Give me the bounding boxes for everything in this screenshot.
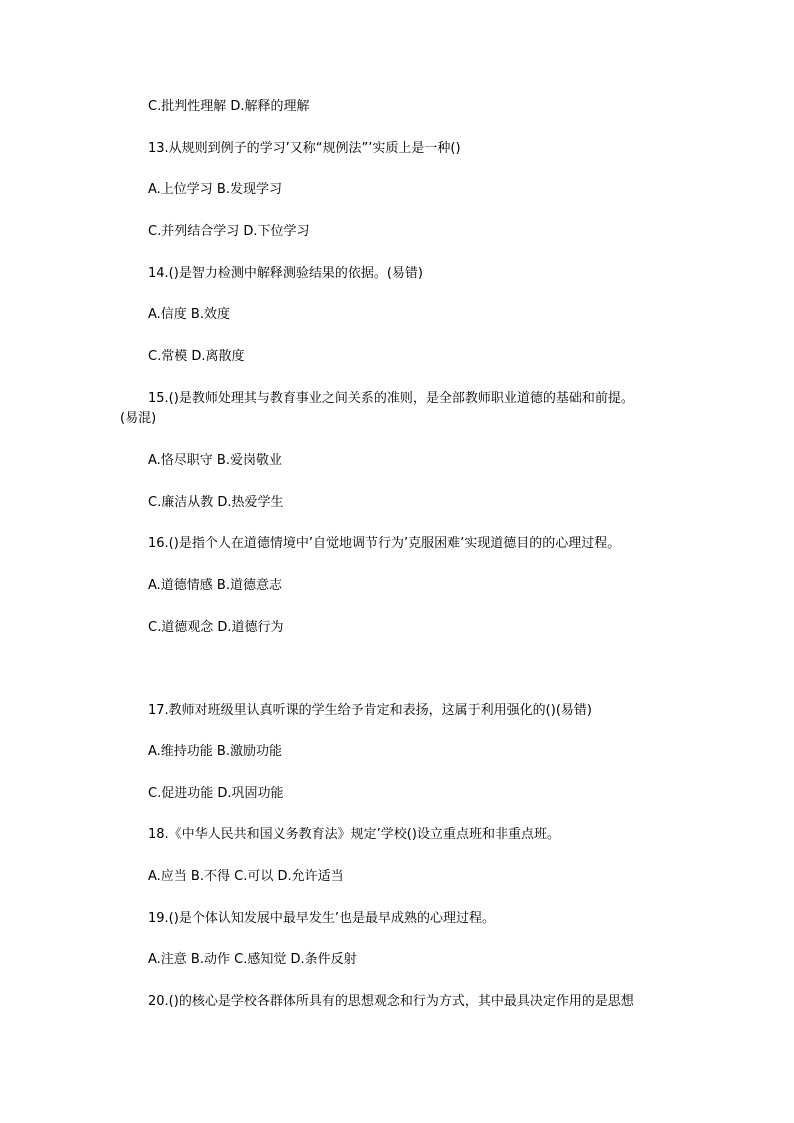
q17-options-cd: C.促进功能 D.巩固功能	[148, 786, 284, 801]
q18-question: 18.《中华人民共和国义务教育法》规定’学校()设立重点班和非重点班。	[148, 827, 560, 842]
q16-options-cd: C.道德观念 D.道德行为	[148, 620, 284, 635]
q19-question: 19.()是个体认知发展中最早发生’也是最早成熟的心理过程。	[148, 911, 495, 926]
q14-options-ab: A.信度 B.效度	[148, 307, 230, 322]
q13-options-cd: C.并列结合学习 D.下位学习	[148, 224, 310, 239]
q14-question: 14.()是智力检测中解释测验结果的依据。(易错)	[148, 266, 423, 281]
q12-options-cd: C.批判性理解 D.解释的理解	[148, 99, 310, 114]
q15-question-line1: 15.()是教师处理其与教育事业之间关系的准则，是全部教师职业道德的基础和前提。	[148, 391, 634, 406]
q17-question: 17.教师对班级里认真听课的学生给予肯定和表扬，这属于利用强化的()(易错)	[148, 703, 592, 718]
q16-question: 16.()是指个人在道德情境中’自觉地调节行为’克服困难’实现道德目的的心理过程。	[148, 536, 621, 551]
q17-options-ab: A.维持功能 B.激励功能	[148, 744, 282, 759]
q19-options: A.注意 B.动作 C.感知觉 D.条件反射	[148, 952, 357, 967]
q14-options-cd: C.常模 D.离散度	[148, 349, 245, 364]
q15-options-cd: C.廉洁从教 D.热爱学生	[148, 495, 284, 510]
q20-question: 20.()的核心是学校各群体所具有的思想观念和行为方式，其中最具决定作用的是思想	[148, 994, 634, 1009]
q13-options-ab: A.上位学习 B.发现学习	[148, 182, 282, 197]
q18-options: A.应当 B.不得 C.可以 D.允许适当	[148, 869, 344, 884]
q13-question: 13.从规则到例子的学习’又称“规例法”’实质上是一种()	[148, 141, 461, 156]
q16-options-ab: A.道德情感 B.道德意志	[148, 578, 282, 593]
q15-options-ab: A.恪尽职守 B.爱岗敬业	[148, 453, 282, 468]
q15-question-line2: (易混)	[120, 411, 157, 426]
